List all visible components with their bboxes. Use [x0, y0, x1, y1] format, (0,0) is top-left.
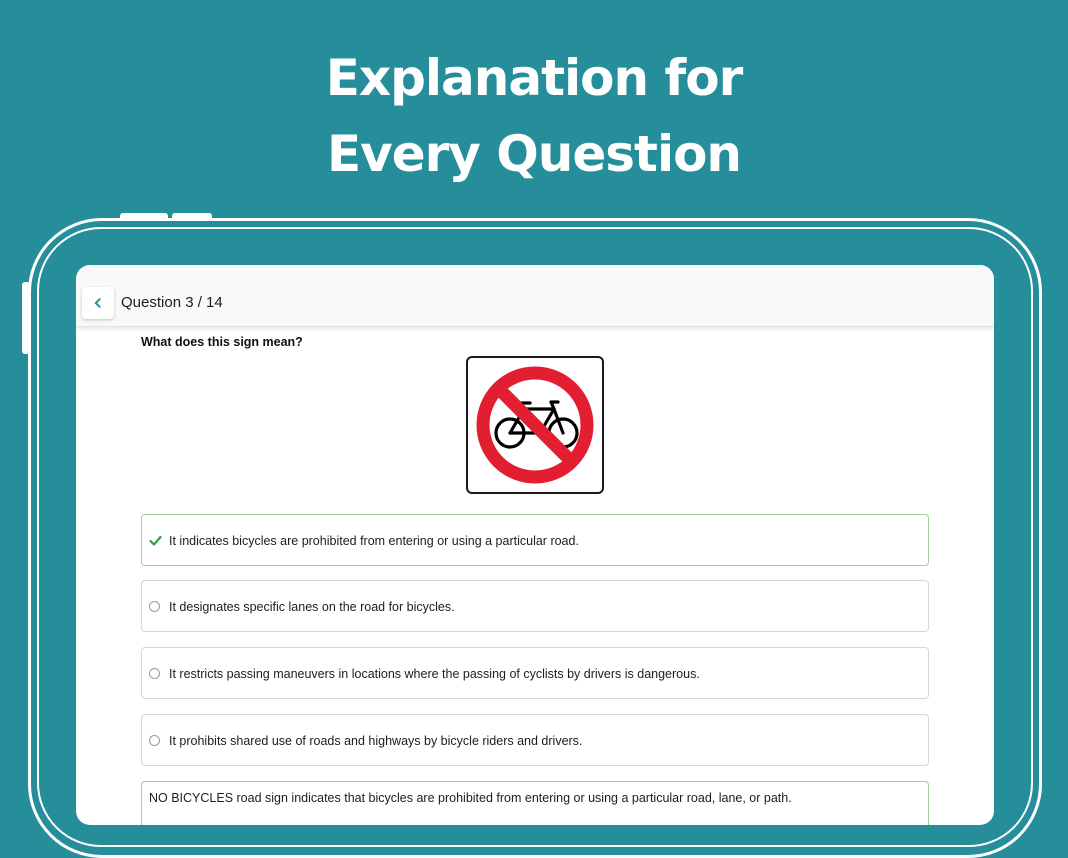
- radio-icon: [149, 667, 162, 680]
- answer-text: It prohibits shared use of roads and highways by bicycle riders and drivers.: [169, 734, 583, 748]
- checkmark-icon: [149, 534, 162, 547]
- radio-icon: [149, 600, 162, 613]
- headline-line-1: Explanation for: [325, 49, 743, 107]
- chevron-left-icon: [92, 297, 104, 309]
- question-text: What does this sign mean?: [141, 335, 303, 349]
- back-button[interactable]: [82, 287, 114, 319]
- navigation-bar: [76, 265, 994, 327]
- app-screen: [76, 265, 994, 825]
- radio-icon: [149, 734, 162, 747]
- answer-option-2[interactable]: [141, 580, 929, 632]
- answer-option-4[interactable]: [141, 714, 929, 766]
- headline-line-2: Every Question: [326, 125, 742, 183]
- answer-option-1[interactable]: [141, 514, 929, 566]
- answer-text: It restricts passing maneuvers in locations where the passing of cyclists by drivers is dangerous.: [169, 667, 700, 681]
- promo-headline: [0, 40, 1068, 192]
- explanation-text: NO BICYCLES road sign indicates that bicycles are prohibited from entering or using a particular road, lane, or path.: [149, 791, 792, 805]
- question-counter: Question 3 / 14: [121, 294, 223, 311]
- answer-option-3[interactable]: [141, 647, 929, 699]
- answer-text: It designates specific lanes on the road for bicycles.: [169, 600, 455, 614]
- no-bicycles-sign-icon: [468, 358, 602, 492]
- sign-image: [466, 356, 604, 494]
- answer-text: It indicates bicycles are prohibited from entering or using a particular road.: [169, 534, 579, 548]
- explanation-box: [141, 781, 929, 825]
